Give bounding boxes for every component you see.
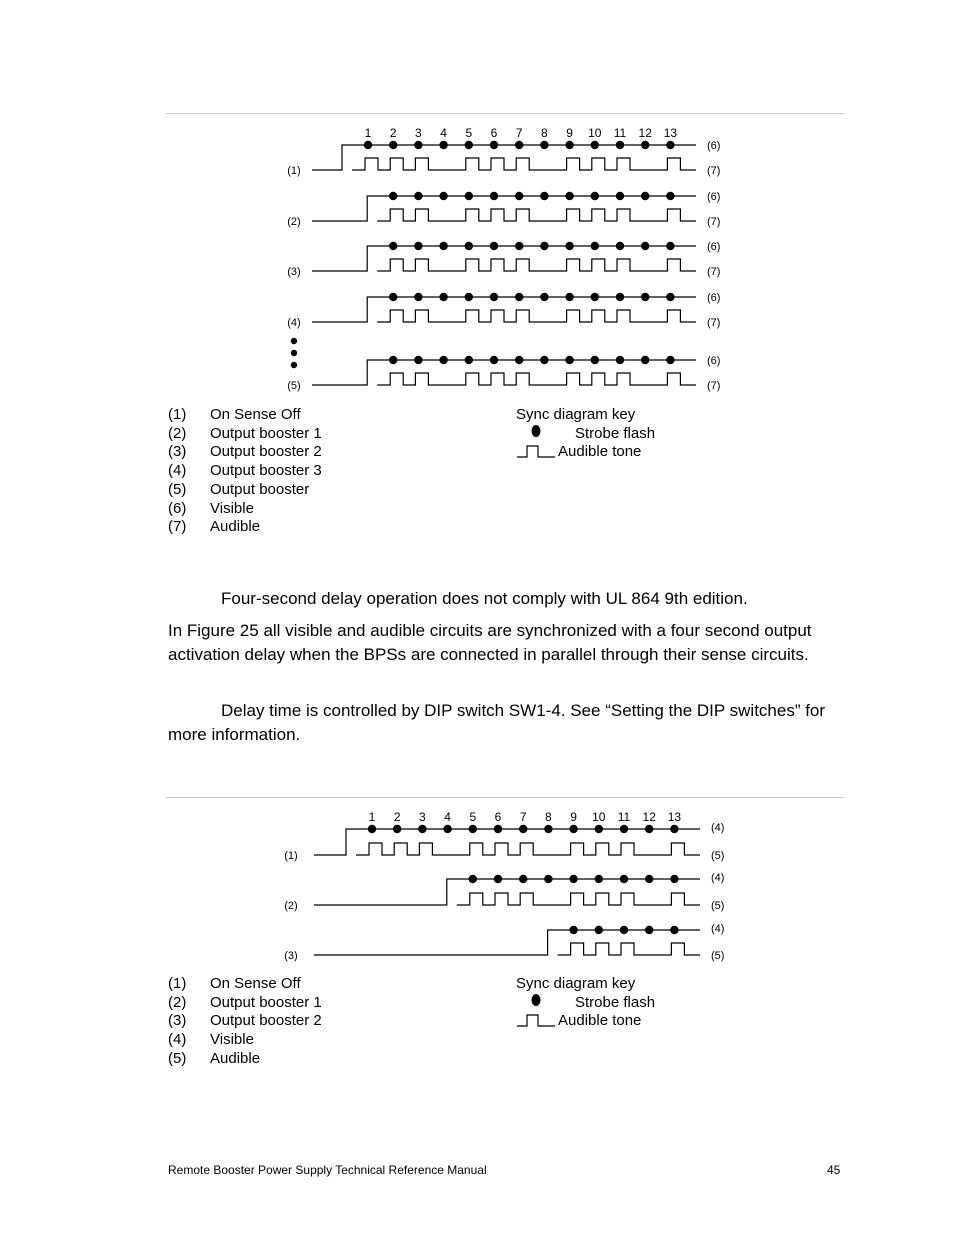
pulse-number: 1: [368, 810, 376, 824]
strobe-dot: [565, 141, 573, 149]
strobe-dot: [465, 293, 473, 301]
strobe-dot: [666, 356, 674, 364]
strobe-dot: [569, 926, 577, 934]
pulse-number: 13: [667, 810, 682, 824]
pulse-number: 3: [419, 810, 426, 824]
strobe-dot: [666, 242, 674, 250]
legend-text: Output booster 1: [210, 424, 322, 442]
visible-label: (6): [707, 355, 721, 367]
pulse-number: 8: [541, 126, 548, 140]
strobe-dot: [490, 192, 498, 200]
strobe-dot: [616, 242, 624, 250]
strobe-dot: [591, 192, 599, 200]
audible-tone-waveform: [352, 158, 696, 170]
visible-label: (6): [707, 191, 721, 203]
pulse-number: 2: [389, 126, 397, 140]
legend-number: (7): [168, 518, 187, 536]
strobe-dot: [666, 141, 674, 149]
footer-title: Remote Booster Power Supply Technical Reference Manual: [168, 1163, 487, 1177]
strobe-dot: [439, 141, 447, 149]
pulse-number: 5: [465, 126, 473, 140]
figure1-sync-key: [516, 406, 716, 462]
pulse-number: 7: [515, 126, 523, 140]
strobe-dot: [389, 356, 397, 364]
strobe-dot: [465, 141, 473, 149]
strobe-dot: [465, 356, 473, 364]
strobe-dot: [414, 242, 422, 250]
audible-label: (7): [707, 216, 721, 228]
legend-item: [168, 994, 322, 1013]
pulse-number: 9: [570, 810, 577, 824]
strobe-dot: [565, 293, 573, 301]
legend-item: [168, 443, 322, 462]
strobe-dot: [414, 192, 422, 200]
legend-number: (2): [168, 424, 187, 442]
audible-tone-waveform: [377, 209, 696, 221]
strobe-dot: [515, 356, 523, 364]
legend-number: (4): [168, 462, 187, 480]
figure25-paragraph: In Figure 25 all visible and audible circuits are synchronized with a four second output activation delay when the BPSs are connected in parallel through their sense circuits.: [168, 621, 812, 664]
strobe-dot: [666, 192, 674, 200]
visible-label: (4): [711, 872, 725, 884]
strobe-dot: [666, 293, 674, 301]
strobe-dot: [540, 356, 548, 364]
strobe-dot: [393, 825, 401, 833]
figure2-sync-key: [516, 975, 716, 1031]
sync-key-title: Sync diagram key: [516, 975, 636, 992]
dip-switch-note: Delay time is controlled by DIP switch SW1-4. See “Setting the DIP switches” for more information.: [168, 701, 826, 744]
strobe-dot: [670, 825, 678, 833]
strobe-dot: [645, 926, 653, 934]
strobe-dot: [591, 293, 599, 301]
strobe-dot: [544, 825, 552, 833]
strobe-dot: [565, 192, 573, 200]
strobe-dot: [519, 875, 527, 883]
strobe-dot: [641, 192, 649, 200]
pulse-number: 2: [393, 810, 401, 824]
pulse-number: 6: [490, 126, 498, 140]
legend-number: (1): [168, 975, 187, 992]
audible-label: (5): [711, 950, 725, 962]
audible-tone-waveform: [558, 943, 700, 955]
sync-key-title: Sync diagram key: [516, 406, 636, 423]
strobe-dot: [494, 875, 502, 883]
legend-item: [168, 975, 322, 994]
audible-tone-waveform: [377, 373, 696, 385]
legend-number: (5): [168, 1049, 187, 1067]
strobe-dot-icon: [516, 994, 556, 1013]
strobe-dot-icon: [516, 425, 556, 444]
strobe-dot: [565, 242, 573, 250]
strobe-dot: [418, 825, 426, 833]
strobe-dot: [439, 192, 447, 200]
compliance-note: Four-second delay operation does not comply with UL 864 9th edition.: [221, 589, 748, 608]
strobe-dot: [389, 242, 397, 250]
visible-label: (6): [707, 140, 721, 152]
figure1-sync-diagram: [0, 0, 954, 400]
legend-text: Visible: [210, 499, 254, 517]
pulse-number: 8: [545, 810, 552, 824]
row-label: (2): [284, 900, 298, 912]
strobe-dot: [465, 192, 473, 200]
strobe-dot: [439, 293, 447, 301]
visible-label: (4): [711, 822, 725, 834]
strobe-dot: [515, 293, 523, 301]
strobe-dot: [490, 141, 498, 149]
strobe-dot: [515, 192, 523, 200]
legend-text: On Sense Off: [210, 406, 301, 423]
page-number: 45: [827, 1163, 841, 1177]
row-label: (1): [287, 165, 301, 177]
continuation-dot: [291, 338, 297, 344]
audible-label: (7): [707, 317, 721, 329]
strobe-dot: [364, 141, 372, 149]
row-label: (3): [284, 950, 298, 962]
row-label: (4): [287, 317, 301, 329]
legend-number: (2): [168, 993, 187, 1011]
legend-text: Output booster 2: [210, 1012, 322, 1030]
strobe-dot: [540, 141, 548, 149]
strobe-dot: [591, 242, 599, 250]
strobe-dot: [645, 875, 653, 883]
legend-text: Audible: [210, 518, 261, 536]
strobe-dot: [490, 356, 498, 364]
strobe-flash-label: Strobe flash: [575, 424, 656, 442]
figure2-legend: [168, 975, 322, 1069]
row-label: (2): [287, 216, 301, 228]
pulse-number: 6: [494, 810, 502, 824]
continuation-dot: [291, 362, 297, 368]
legend-text: On Sense Off: [210, 975, 301, 992]
audible-tone-waveform: [356, 843, 700, 855]
legend-item: [168, 1050, 322, 1069]
pulse-number: 13: [663, 126, 678, 140]
legend-text: Audible: [210, 1049, 261, 1067]
strobe-dot: [439, 356, 447, 364]
visible-label: (6): [707, 292, 721, 304]
audible-tone-label: Audible tone: [558, 443, 642, 461]
legend-item: [168, 518, 322, 537]
legend-item: [168, 406, 322, 425]
strobe-dot: [641, 356, 649, 364]
legend-number: (1): [168, 406, 187, 423]
audible-tone-waveform: [377, 310, 696, 322]
pulse-number: 9: [566, 126, 573, 140]
audible-label: (5): [711, 900, 725, 912]
pulse-number: 5: [469, 810, 477, 824]
strobe-dot: [469, 825, 477, 833]
pulse-number: 11: [617, 810, 631, 824]
strobe-dot: [620, 875, 628, 883]
strobe-dot: [616, 356, 624, 364]
audible-label: (5): [711, 850, 725, 862]
strobe-dot: [670, 875, 678, 883]
strobe-dot: [569, 875, 577, 883]
legend-number: (6): [168, 499, 187, 517]
strobe-dot: [641, 141, 649, 149]
legend-number: (5): [168, 480, 187, 498]
strobe-dot: [620, 926, 628, 934]
pulse-number: 10: [592, 810, 606, 824]
strobe-dot: [515, 242, 523, 250]
strobe-dot: [490, 242, 498, 250]
pulse-number: 12: [638, 126, 652, 140]
strobe-dot: [414, 141, 422, 149]
pulse-number: 3: [415, 126, 422, 140]
figure2-sync-diagram: [0, 800, 954, 980]
strobe-dot: [591, 356, 599, 364]
pulse-number: 1: [364, 126, 372, 140]
figure1-legend: [168, 406, 322, 537]
legend-item: [168, 481, 322, 500]
pulse-number: 11: [613, 126, 627, 140]
strobe-dot: [465, 242, 473, 250]
strobe-dot: [494, 825, 502, 833]
legend-text: Output booster: [210, 480, 310, 498]
strobe-dot: [616, 293, 624, 301]
strobe-dot: [616, 141, 624, 149]
legend-text: Output booster 2: [210, 443, 322, 461]
audible-label: (7): [707, 165, 721, 177]
audible-tone-waveform: [457, 893, 700, 905]
tone-pulse-icon: [516, 1012, 556, 1031]
legend-item: [168, 500, 322, 519]
strobe-dot: [641, 242, 649, 250]
legend-item: [168, 425, 322, 444]
strobe-dot: [490, 293, 498, 301]
audible-label: (7): [707, 266, 721, 278]
output-step-line: [314, 930, 700, 955]
output-step-line: [314, 879, 700, 905]
legend-text: Output booster 3: [210, 462, 322, 480]
legend-number: (4): [168, 1031, 187, 1049]
strobe-dot: [414, 356, 422, 364]
strobe-flash-label: Strobe flash: [575, 993, 656, 1011]
legend-text: Output booster 1: [210, 993, 322, 1011]
strobe-dot: [645, 825, 653, 833]
legend-item: [168, 462, 322, 481]
row-label: (1): [284, 850, 298, 862]
strobe-dot: [519, 825, 527, 833]
strobe-dot: [569, 825, 577, 833]
strobe-dot: [443, 825, 451, 833]
figure2-top-rule: [166, 797, 844, 798]
strobe-dot: [439, 242, 447, 250]
strobe-dot: [540, 192, 548, 200]
pulse-number: 4: [440, 126, 447, 140]
pulse-number: 7: [519, 810, 527, 824]
strobe-dot: [595, 926, 603, 934]
strobe-dot: [515, 141, 523, 149]
strobe-dot: [414, 293, 422, 301]
strobe-dot: [469, 875, 477, 883]
tone-pulse-icon: [516, 443, 556, 462]
strobe-dot: [595, 875, 603, 883]
row-label: (3): [287, 266, 301, 278]
audible-tone-waveform: [377, 259, 696, 271]
visible-label: (6): [707, 241, 721, 253]
row-label: (5): [287, 380, 301, 392]
strobe-dot: [620, 825, 628, 833]
legend-item: [168, 1031, 322, 1050]
strobe-dot: [389, 293, 397, 301]
legend-text: Visible: [210, 1031, 254, 1049]
audible-tone-label: Audible tone: [558, 1012, 642, 1030]
strobe-dot: [368, 825, 376, 833]
strobe-dot: [616, 192, 624, 200]
pulse-number: 10: [588, 126, 602, 140]
strobe-dot: [389, 141, 397, 149]
strobe-dot: [591, 141, 599, 149]
strobe-dot: [565, 356, 573, 364]
strobe-dot: [540, 293, 548, 301]
legend-number: (3): [168, 443, 187, 461]
audible-label: (7): [707, 380, 721, 392]
strobe-dot: [389, 192, 397, 200]
continuation-dot: [291, 350, 297, 356]
pulse-number: 12: [642, 810, 656, 824]
visible-label: (4): [711, 923, 725, 935]
strobe-dot: [595, 825, 603, 833]
legend-item: [168, 1012, 322, 1031]
strobe-dot: [641, 293, 649, 301]
pulse-number: 4: [444, 810, 451, 824]
legend-number: (3): [168, 1012, 187, 1030]
strobe-dot: [544, 875, 552, 883]
strobe-dot: [670, 926, 678, 934]
strobe-dot: [540, 242, 548, 250]
